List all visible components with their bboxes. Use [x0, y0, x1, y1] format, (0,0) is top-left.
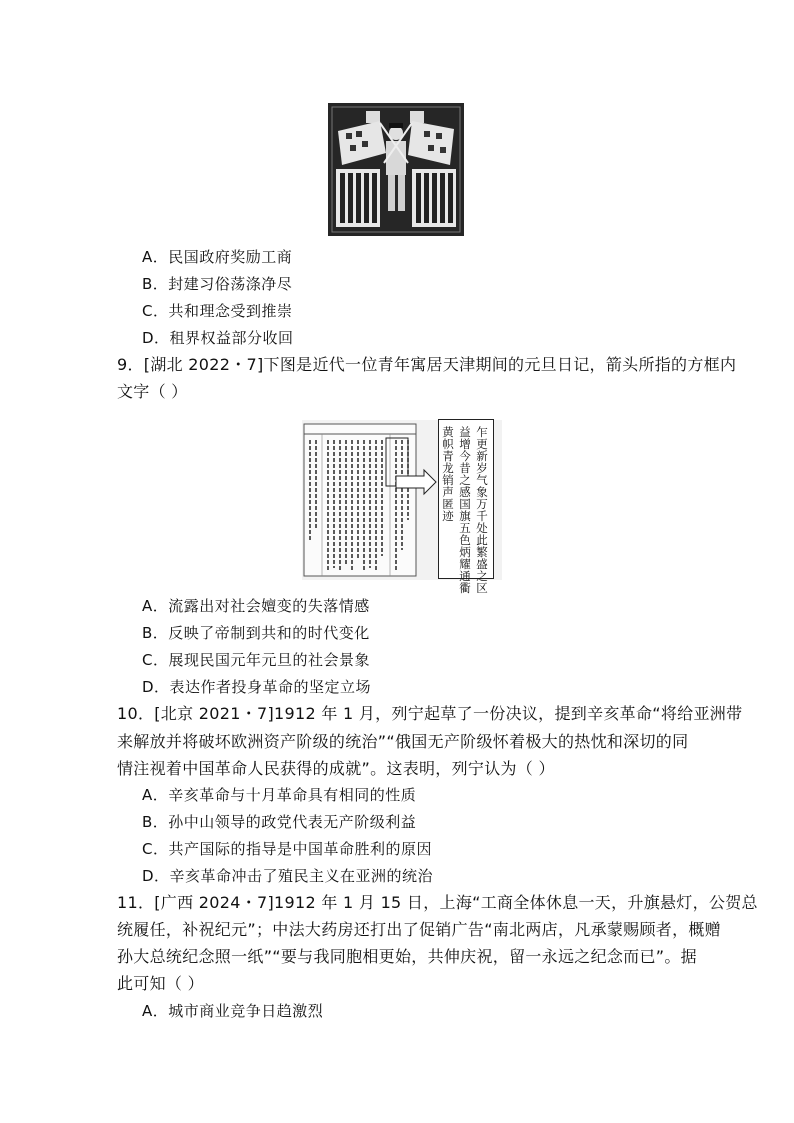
diary-text-box — [438, 419, 494, 594]
q9-option-a: A．流露出对社会嬗变的失落情感 — [142, 597, 370, 615]
poster-illustration — [328, 103, 464, 236]
q9-stem-line-1: 9．[湖北 2022・7]下图是近代一位青年寓居天津期间的元旦日记，箭头所指的方框内 — [117, 355, 737, 374]
q11-stem-line-2: 统履任，补祝纪元”；中法大药房还打出了促销广告“南北两店，凡承蒙赐顾者，概赠 — [117, 920, 721, 939]
q9-stem-line-2: 文字（ ） — [117, 382, 188, 401]
box-column-3: 黄帜青龙销声匿迹 — [441, 426, 455, 522]
q11-stem-line-3: 孙大总统纪念照一纸”“要与我同胞相更始，共伸庆祝，留一永远之纪念而已”。据 — [117, 947, 697, 966]
q8-option-c: C．共和理念受到推崇 — [142, 302, 293, 320]
q10-option-d: D．辛亥革命冲击了殖民主义在亚洲的统治 — [142, 867, 434, 885]
box-column-2: 益增今昔之感国旗五色炳耀通衢 — [458, 426, 472, 594]
q8-option-d: D．租界权益部分收回 — [142, 329, 294, 347]
q9-option-b: B．反映了帝制到共和的时代变化 — [142, 624, 370, 642]
q10-stem-line-1: 10．[北京 2021・7]1912 年 1 月，列宁起草了一份决议，提到辛亥革命“将给亚洲带 — [117, 704, 743, 723]
q8-option-b: B．封建习俗荡涤净尽 — [142, 275, 293, 293]
q10-stem-line-3: 情注视着中国革命人民获得的成就”。这表明，列宁认为（ ） — [117, 759, 555, 778]
q8-option-a: A．民国政府奖励工商 — [142, 248, 293, 266]
q9-option-d: D．表达作者投身革命的坚定立场 — [142, 678, 372, 696]
q11-stem-line-4: 此可知（ ） — [117, 974, 204, 993]
poster-image — [328, 103, 464, 236]
box-column-1: 乍更新岁气象万千处此繁盛之区 — [475, 426, 489, 594]
q10-option-b: B．孙中山领导的政党代表无产阶级利益 — [142, 813, 417, 831]
q10-stem-line-2: 来解放并将破坏欧洲资产阶级的统治”“俄国无产阶级怀着极大的热忱和深切的同 — [117, 732, 689, 751]
q10-option-a: A．辛亥革命与十月革命具有相同的性质 — [142, 786, 417, 804]
q11-stem-line-1: 11．[广西 2024・7]1912 年 1 月 15 日，上海“工商全体休息一天，升旗悬灯，公贺总 — [117, 893, 758, 912]
q11-option-a: A．城市商业竞争日趋激烈 — [142, 1002, 324, 1020]
q10-option-c: C．共产国际的指导是中国革命胜利的原因 — [142, 840, 432, 858]
q9-option-c: C．展现民国元年元旦的社会景象 — [142, 651, 370, 669]
